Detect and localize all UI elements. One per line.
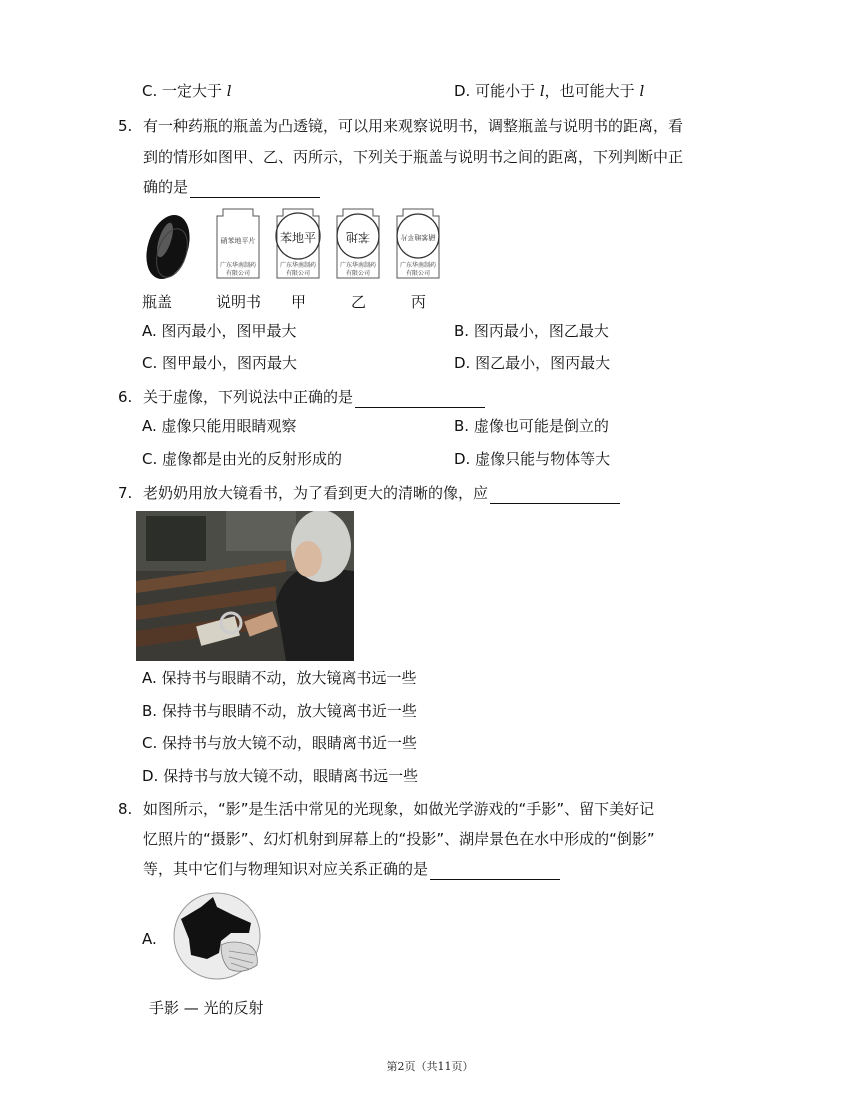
caption-manual: 说明书 xyxy=(216,293,262,311)
caption-yi: 乙 xyxy=(351,293,367,311)
q6-option-d[interactable]: D. 虚像只能与物体等大 xyxy=(454,450,611,468)
prev-option-c: C. 一定大于 l xyxy=(142,82,232,100)
jia-card xyxy=(273,206,323,280)
jia-title: 苯地平 xyxy=(279,231,316,245)
q5-text-line2: 到的情形如图甲、乙、丙所示，下列关于瓶盖与说明书之间的距离，下列判断中正 xyxy=(143,148,684,166)
q6-text: 关于虚像，下列说法中正确的是 xyxy=(143,386,485,408)
q7-option-a[interactable]: A. 保持书与眼睛不动，放大镜离书远一些 xyxy=(142,669,417,687)
q5-option-a[interactable]: A. 图丙最小，图甲最大 xyxy=(142,322,297,340)
q5-text-line1: 有一种药瓶的瓶盖为凸透镜，可以用来观察说明书，调整瓶盖与说明书的距离，看 xyxy=(143,117,684,135)
q7-option-d[interactable]: D. 保持书与放大镜不动，眼睛离书远一些 xyxy=(142,767,419,785)
page-footer: 第2页（共11页） xyxy=(386,1060,474,1073)
q6-option-b[interactable]: B. 虚像也可能是倒立的 xyxy=(454,417,609,435)
caption-lens: 瓶盖 xyxy=(142,293,173,311)
answer-blank xyxy=(355,391,485,408)
prev-option-d: D. 可能小于 l，也可能大于 l xyxy=(454,82,645,100)
yi-title: 苯地 xyxy=(346,230,371,244)
q8-option-a-label[interactable]: A. xyxy=(142,930,157,948)
q5-option-c[interactable]: C. 图甲最小，图丙最大 xyxy=(142,354,298,372)
hand-shadow-image xyxy=(171,889,264,983)
q5-option-d[interactable]: D. 图乙最小，图丙最大 xyxy=(454,354,611,372)
q8-option-a-caption: 手影 — 光的反射 xyxy=(149,999,264,1017)
bing-card xyxy=(393,206,443,280)
answer-blank xyxy=(430,863,560,880)
q5-number: 5. xyxy=(118,117,133,135)
bing-title: 硝苯地平片 xyxy=(400,233,436,241)
q7-number: 7. xyxy=(118,484,133,502)
q8-text-line3: 等，其中它们与物理知识对应关系正确的是 xyxy=(143,858,560,880)
yi-company: 广东华南制药 有限公司 xyxy=(339,262,376,277)
manual-card xyxy=(213,206,263,280)
q8-text-line1: 如图所示，“影”是生活中常见的光现象，如做光学游戏的“手影”、留下美好记 xyxy=(143,800,655,818)
answer-blank xyxy=(190,181,320,198)
jia-company: 广东华南制药 有限公司 xyxy=(279,262,316,277)
q5-text-line3: 确的是 xyxy=(143,176,320,198)
q7-option-c[interactable]: C. 保持书与放大镜不动，眼睛离书近一些 xyxy=(142,734,418,752)
caption-jia: 甲 xyxy=(291,293,307,311)
bing-company: 广东华南制药 有限公司 xyxy=(399,262,436,277)
caption-bing: 丙 xyxy=(411,293,427,311)
q7-text: 老奶奶用放大镜看书，为了看到更大的清晰的像，应 xyxy=(143,482,620,504)
answer-blank xyxy=(490,487,620,504)
bottle-cap-lens-image xyxy=(138,207,194,283)
q8-text-line2: 忆照片的“摄影”、幻灯机射到屏幕上的“投影”、湖岸景色在水中形成的“倒影” xyxy=(143,830,655,848)
q6-number: 6. xyxy=(118,388,133,406)
q8-number: 8. xyxy=(118,800,133,818)
grandmother-magnifier-photo xyxy=(136,511,354,661)
q5-option-b[interactable]: B. 图丙最小，图乙最大 xyxy=(454,322,609,340)
manual-title: 硝苯地平片 xyxy=(220,237,256,245)
manual-company: 广东华南制药 有限公司 xyxy=(219,262,256,277)
yi-card xyxy=(333,206,383,280)
q6-option-a[interactable]: A. 虚像只能用眼睛观察 xyxy=(142,417,297,435)
q6-option-c[interactable]: C. 虚像都是由光的反射形成的 xyxy=(142,450,343,468)
q7-option-b[interactable]: B. 保持书与眼睛不动，放大镜离书近一些 xyxy=(142,702,417,720)
